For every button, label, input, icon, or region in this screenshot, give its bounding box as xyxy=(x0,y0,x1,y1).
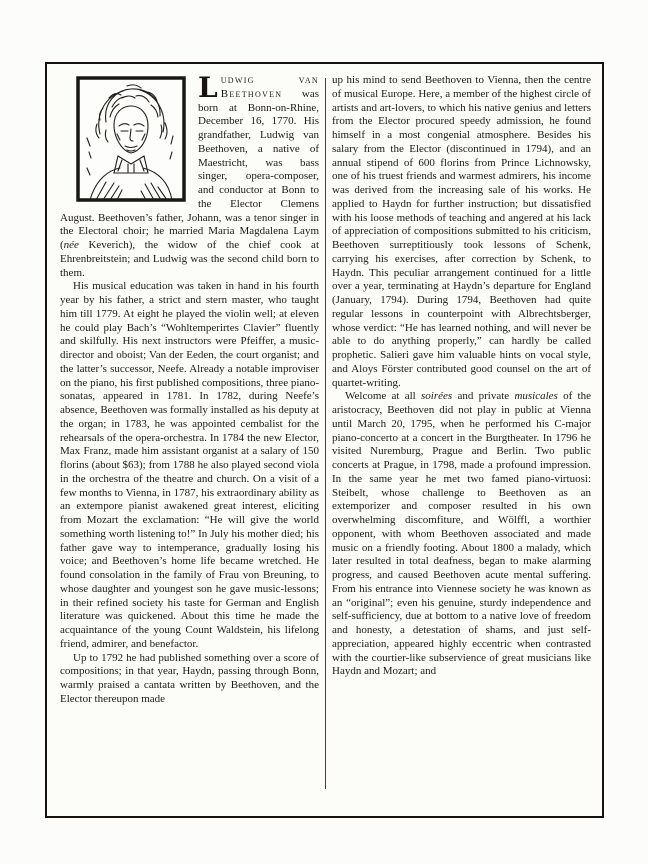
body-text: up his mind to send Beethoven to Vienna, then the centre of musical Europe. Here, a member of the highest circle of artists and art-lovers, to which his native genius and letters from the Elector procured speedy admission, he found himself in a most congenial atmosphere. Besides his salary from the Elector (discontinued in 1794), and an annual stipend of 600 florins from Prince Lichnowsky, one of his truest friends and warmest admirers, his income was derived from the increasing sale of his works. He applied to Haydn for further instruction; but dissatisfied with his loose methods of teaching and angered at his lack of appreciation of compositions submitted to his criticism, Beethoven surreptitiously took lessons of Schenk, carrying his exercises, after correction by Schenk, to Haydn. This peculiar arrangement continued for a little over a year, terminating at Haydn’s departure for England (January, 1794). During 1794, Beethoven had quite regular lessons in counterpoint with Albrechtsberger, whose verdict: “He has learned nothing, and will never be able to do anything properly,” can hardly be called prophetic. Salieri gave him valuable hints on vocal style, and Aloys Förster contributed good counsel on the art of quartet-writing. xyxy=(332,74,591,389)
column-divider-rule xyxy=(325,78,326,789)
text-columns xyxy=(47,64,602,816)
paragraph xyxy=(332,74,591,390)
paragraph xyxy=(60,652,319,707)
beethoven-portrait-image xyxy=(76,76,186,202)
italic-text: musicales xyxy=(514,390,558,403)
body-text: His musical education was taken in hand in his fourth year by his father, a strict and stern master, who taught him till 1779. At eight he played the violin well; at eleven he could play Bach’s “Wohltemperirtes Clavier” fluently and skilfully. His next instructors were Pfeiffer, a music-director and oboist; Van der Eeden, the court organist; and the latter’s successor, Neefe. Already a notable improviser on the piano, his first published compositions, three piano-sonatas, appeared in 1781. In 1782, during Neefe’s absence, Beethoven was formally installed as his deputy at the organ; in 1783, he was appointed cembalist for the rehearsals of the opera-orchestra. In 1784 the new Elector, Max Franz, made him assistant organist at a salary of 150 florins (about $63); from 1788 he also played second viola in the orchestra of the theatre and church. On a visit of a few months to Vienna, in 1787, his extraordinary ability as an extempore pianist awakened great interest, eliciting from Mozart the exclamation: “He will give the world something worth listening to!” In July his mother died; his father gave way to intemperance, gradually losing his voice; and Beethoven’s home life became wretched. He found consolation in the family of Frau von Breuning, to whose daughter and youngest son he gave music-lessons; in their refined society his taste for German and English literature was quickened. About this time he made the acquaintance of the young Count Waldstein, his lifelong friend, admirer, and benefactor. xyxy=(60,280,319,650)
paragraph xyxy=(332,390,591,679)
body-text: of the aristocracy, Beethoven did not play in public at Vienna until March 20, 1795, when he performed his C-major piano-concerto at a concert in the Burgtheater. In 1796 he visited Nuremburg, Prague and Berlin. Two public concerts at Prague, in 1798, made a profound impression. In the same year he met two famed piano-virtuosi: Steibelt, whose challenge to Beethoven as an extemporizer and composer resulted in his own overwhelming discomfiture, and Wölffl, a worthier opponent, with whom Beethoven associated and made music on a friendly footing. About 1800 a malady, which later resulted in total deafness, began to make alarming progress, and caused Beethoven acute mental suffering. From his entrance into Viennese society he was known as an “original”; even his genuine, sturdy independence and self-sufficiency, due at bottom to a native love of freedom and honesty, a detestation of shams, and just self-appreciation, appeared highly eccentric when contrasted with the courtier-like subservience of great musicians like Haydn and Mozart; and xyxy=(332,390,591,678)
smallcaps-text: udwig van Beethoven xyxy=(220,74,319,100)
body-text: Keverich), the widow of the chief cook at Ehrenbreitstein; and Ludwig was the second child born to them. xyxy=(60,239,319,279)
italic-text: soirées xyxy=(421,390,453,403)
body-text: Up to 1792 he had published something over a score of compositions; in that year, Haydn, passing through Bonn, warmly praised a cantata written by Beethoven, and the Elector thereupon made xyxy=(60,651,319,705)
body-text: Welcome at all xyxy=(345,390,422,403)
body-text: was born at Bonn-on-Rhine, December 16, 1770. His grandfather, Ludwig van Beethoven, a native of Maestricht, was bass singer, opera-composer, and conductor at Bonn to the Elector Clemens August. Beethoven’s father, Johann, was a tenor singer in the Electoral choir; he married Maria Magdalena Laym ( xyxy=(60,87,319,251)
body-text: and private xyxy=(452,390,515,403)
beethoven-portrait xyxy=(76,76,186,202)
right-column xyxy=(332,74,591,810)
page-frame xyxy=(45,62,604,818)
left-column xyxy=(60,74,319,810)
drop-cap: L xyxy=(198,74,218,104)
paragraph xyxy=(60,280,319,651)
italic-text: née xyxy=(63,239,79,251)
